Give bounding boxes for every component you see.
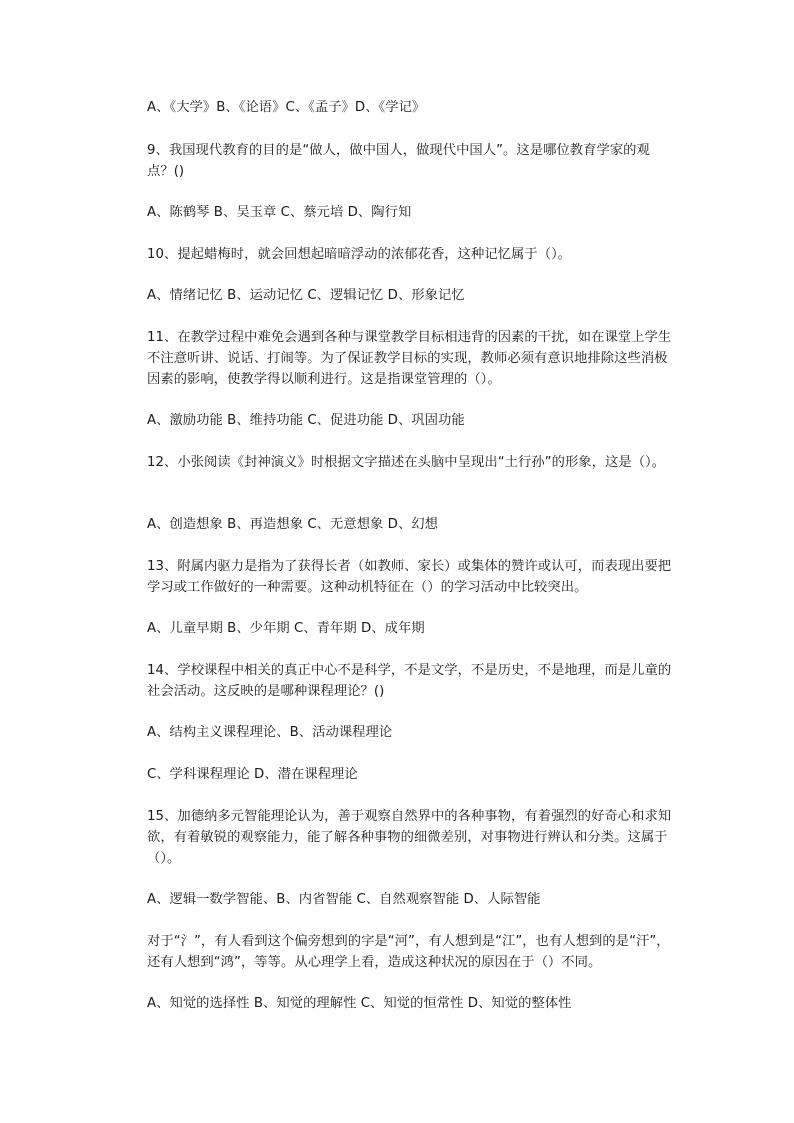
question-15: 15、加德纳多元智能理论认为，善于观察自然界中的各种事物，有着强烈的好奇心和求知欲，有着敏锐的观察能力，能了解各种事物的细微差别，对事物进行辨认和分类。这属于（）。: [147, 809, 672, 866]
answer-options-q13: A、儿童早期 B、少年期 C、青年期 D、成年期: [147, 621, 425, 636]
question-16: 对于“氵”，有人看到这个偏旁想到的字是“河”，有人想到是“江”，也有人想到的是“汗”，还有人想到“鸿”，等等。从心理学上看，造成这种状况的原因在于（）不同。: [147, 934, 670, 970]
question-14: 14、学校课程中相关的真正中心不是科学，不是文学，不是历史，不是地理，而是儿童的社会活动。这反映的是哪种课程理论？(): [147, 663, 672, 699]
answer-options-q14-b: C、学科课程理论 D、潜在课程理论: [147, 767, 358, 782]
answer-options-q14-a: A、结构主义课程理论、B、活动课程理论: [147, 725, 393, 740]
question-9: 9、我国现代教育的目的是“做人，做中国人，做现代中国人”。这是哪位教育学家的观点？(): [147, 143, 650, 179]
question-10: 10、提起蜡梅时，就会回想起暗暗浮动的浓郁花香，这种记忆属于（）。: [147, 247, 572, 262]
answer-options-q10: A、情绪记忆 B、运动记忆 C、逻辑记忆 D、形象记忆: [147, 288, 465, 303]
question-11: 11、在教学过程中难免会遇到各种与课堂教学目标相违背的因素的干扰，如在课堂上学生不注意听讲、说话、打闹等。为了保证教学目标的实现，教师必须有意识地排除这些消极因素的影响，使教学得以顺利进行。这是指课堂管理的（）。: [147, 330, 672, 387]
answer-options-q8: A、《大学》B、《论语》C、《孟子》D、《学记》: [147, 100, 426, 115]
answer-options-q15: A、逻辑一数学智能、B、内省智能 C、自然观察智能 D、人际智能: [147, 892, 541, 907]
answer-options-q9: A、陈鹤琴 B、吴玉章 C、蔡元培 D、陶行知: [147, 205, 412, 220]
answer-options-q16: A、知觉的选择性 B、知觉的理解性 C、知觉的恒常性 D、知觉的整体性: [147, 996, 572, 1011]
answer-options-q12: A、创造想象 B、再造想象 C、无意想象 D、幻想: [147, 517, 439, 532]
question-12: 12、小张阅读《封神演义》时根据文字描述在头脑中呈现出“土行孙”的形象，这是（）。: [147, 455, 666, 470]
question-13: 13、附属内驱力是指为了获得长者（如教师、家长）或集体的赞许或认可，而表现出要把学习或工作做好的一种需要。这种动机特征在（）的学习活动中比较突出。: [147, 559, 672, 595]
answer-options-q11: A、激励功能 B、维持功能 C、促进功能 D、巩固功能: [147, 413, 465, 428]
